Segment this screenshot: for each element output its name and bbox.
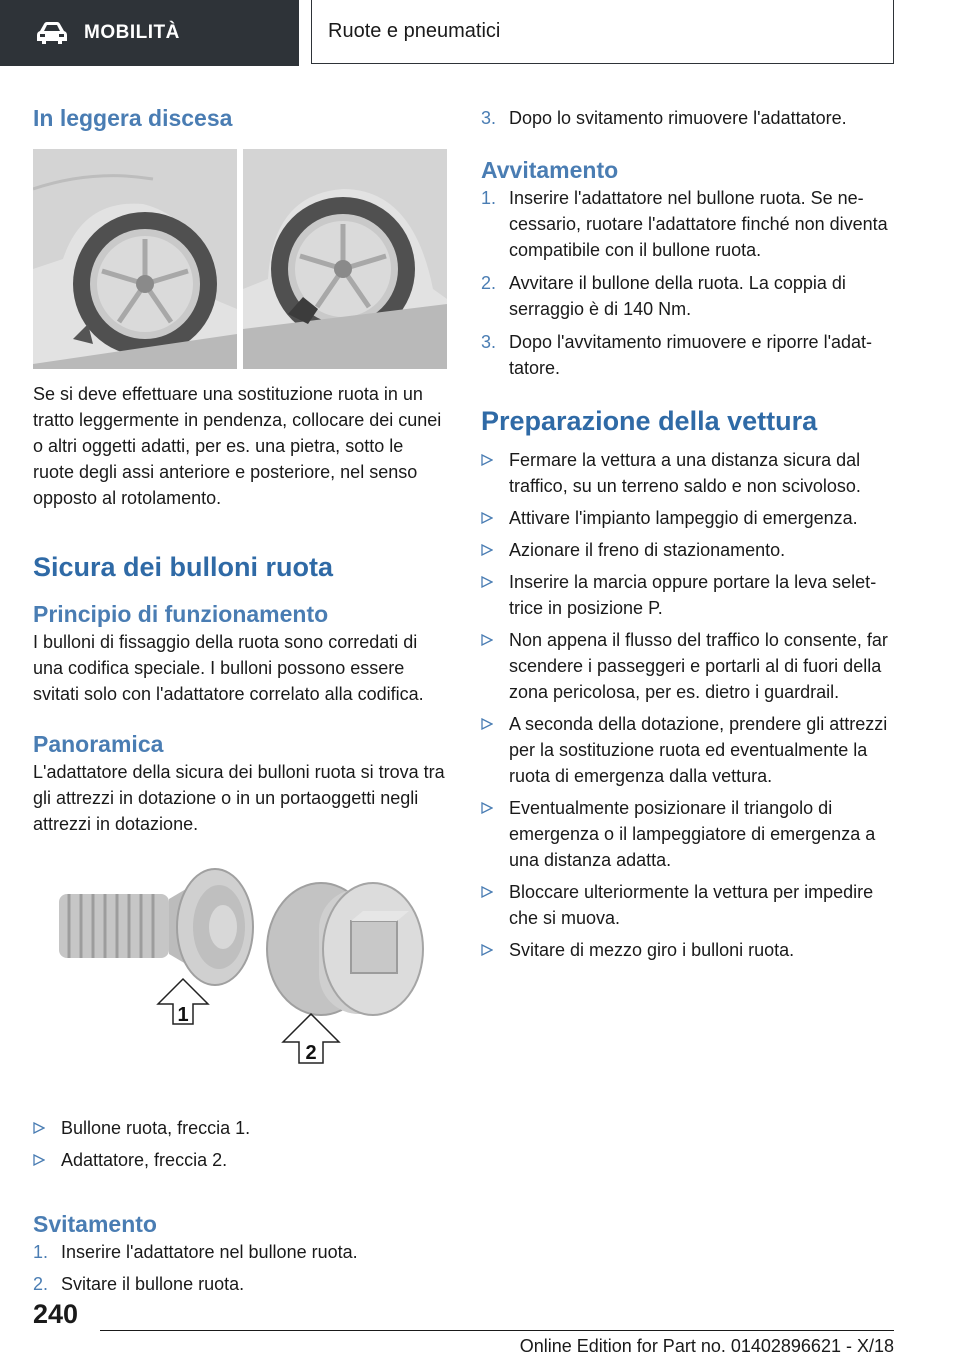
paragraph-panoramica: L'adattatore della sicura dei bulloni ruota si trova tra gli attrezzi in dotazione o in un portaoggetti negli attrezzi in dotazione. [33, 762, 445, 834]
bullet-text: Attivare l'impianto lampeggio di emergenza. [509, 508, 858, 528]
paragraph-discesa: Se si deve effettuare una sostituzione ruota in un tratto leggermente in pendenza, collocare dei cunei o altri oggetti adatti, per es. una pietra, sotto le ruote degli assi anteriore e posteriore, nel senso opposto al rotolamento. [33, 384, 442, 508]
step-number: 1. [33, 1242, 49, 1262]
list-item [481, 185, 896, 263]
step-number: 1. [481, 188, 497, 208]
list-item [481, 105, 896, 131]
triangle-bullet-icon [481, 634, 493, 646]
triangle-bullet-icon [481, 512, 493, 524]
footer-divider [100, 1330, 894, 1331]
chapter-title: Ruote e pneumatici [328, 20, 501, 42]
step-text: Dopo lo svitamento rimuovere l'adattatore. [509, 108, 847, 128]
list-item [481, 447, 896, 499]
paragraph-principio: I bulloni di fissaggio della ruota sono corredati di una codifica speciale. I bulloni possono essere svitati solo con l'adattatore correlato alla codifica. [33, 632, 424, 704]
list-item [481, 270, 896, 322]
svitamento-steps-cont [481, 105, 896, 131]
triangle-bullet-icon [481, 576, 493, 588]
preparazione-list [481, 447, 896, 963]
page-number: 240 [33, 1299, 79, 1329]
legend-text: Adattatore, freccia 2. [61, 1150, 228, 1170]
triangle-bullet-icon [481, 718, 493, 730]
list-item [481, 569, 896, 621]
bullet-text: Non appena il flusso del traffico lo consente, far scendere i passeggeri e portarli al di fuori della zona pericolosa, per es. dietro i guardrail. [509, 630, 888, 702]
triangle-bullet-icon [481, 454, 493, 466]
triangle-bullet-icon [481, 544, 493, 556]
list-item [481, 937, 896, 963]
figure-label-2: 2 [305, 1042, 317, 1064]
step-number: 3. [481, 108, 497, 128]
legend-text: Bullone ruota, freccia 1. [61, 1118, 251, 1138]
bullet-text: Fermare la vettura a una distanza sicura dal traffico, su un terreno saldo e non scivoloso. [509, 450, 861, 496]
avvitamento-steps [481, 185, 896, 381]
figure-legend-list [33, 1115, 447, 1173]
heading-preparazione: Preparazione della vettura [481, 406, 818, 436]
heading-principio: Principio di funzionamento [33, 601, 329, 627]
heading-sicura-bulloni: Sicura dei bulloni ruota [33, 552, 334, 582]
list-item [481, 627, 896, 705]
bullet-text: A seconda della dotazione, prendere gli attrezzi per la sostituzione ruota ed eventualmente la ruota di emergenza dalla vettura. [509, 714, 888, 786]
triangle-bullet-icon [481, 802, 493, 814]
bullet-text: Inserire la marcia oppure portare la leva selettrice in posizione P. [509, 572, 877, 618]
bullet-text: Svitare di mezzo giro i bulloni ruota. [509, 940, 795, 960]
footer-edition: Online Edition for Part no. 01402896621 - X/18 [519, 1336, 894, 1356]
triangle-bullet-icon [481, 944, 493, 956]
step-text: Inserire l'adattatore nel bullone ruota. Se necessario, ruotare l'adattatore finché non diventa compatibile con il bullone ruota. [509, 188, 888, 260]
triangle-bullet-icon [33, 1154, 45, 1166]
bullet-text: Azionare il freno di stazionamento. [509, 540, 786, 560]
triangle-bullet-icon [481, 886, 493, 898]
bullet-text: Bloccare ulteriormente la vettura per impedire che si muova. [509, 882, 874, 928]
triangle-bullet-icon [33, 1122, 45, 1134]
step-text: Svitare il bullone ruota. [61, 1274, 245, 1294]
list-item [481, 537, 896, 563]
bolt-adapter-figure [33, 859, 447, 1079]
bullet-text: Eventualmente posizionare il triangolo di emergenza o il lampeggiatore di emergenza a una distanza adatta. [509, 798, 876, 870]
list-item [33, 1271, 447, 1297]
section-title: MOBILITÀ [84, 22, 180, 43]
slope-wheels-figure [33, 149, 447, 369]
step-text: Inserire l'adattatore nel bullone ruota. [61, 1242, 358, 1262]
list-item [481, 879, 896, 931]
heading-avvitamento: Avvitamento [481, 157, 619, 183]
heading-svitamento: Svitamento [33, 1211, 157, 1237]
step-text: Dopo l'avvitamento rimuovere e riporre l'adattatore. [509, 332, 873, 378]
header-section-tab [0, 0, 299, 66]
list-item [481, 795, 896, 873]
figure-label-1: 1 [177, 1004, 189, 1026]
list-item [33, 1147, 447, 1173]
list-item [33, 1239, 447, 1265]
step-number: 2. [481, 273, 497, 293]
car-icon [34, 20, 70, 46]
header-chapter [311, 0, 894, 64]
step-number: 2. [33, 1274, 49, 1294]
list-item [481, 329, 896, 381]
list-item [481, 505, 896, 531]
list-item [481, 711, 896, 789]
heading-discesa: In leggera discesa [33, 105, 233, 131]
heading-panoramica: Panoramica [33, 731, 164, 757]
svitamento-steps [33, 1239, 447, 1297]
left-column [33, 100, 447, 1297]
right-column [481, 100, 896, 969]
step-number: 3. [481, 332, 497, 352]
list-item [33, 1115, 447, 1141]
step-text: Avvitare il bullone della ruota. La coppia di serraggio è di 140 Nm. [509, 273, 846, 319]
